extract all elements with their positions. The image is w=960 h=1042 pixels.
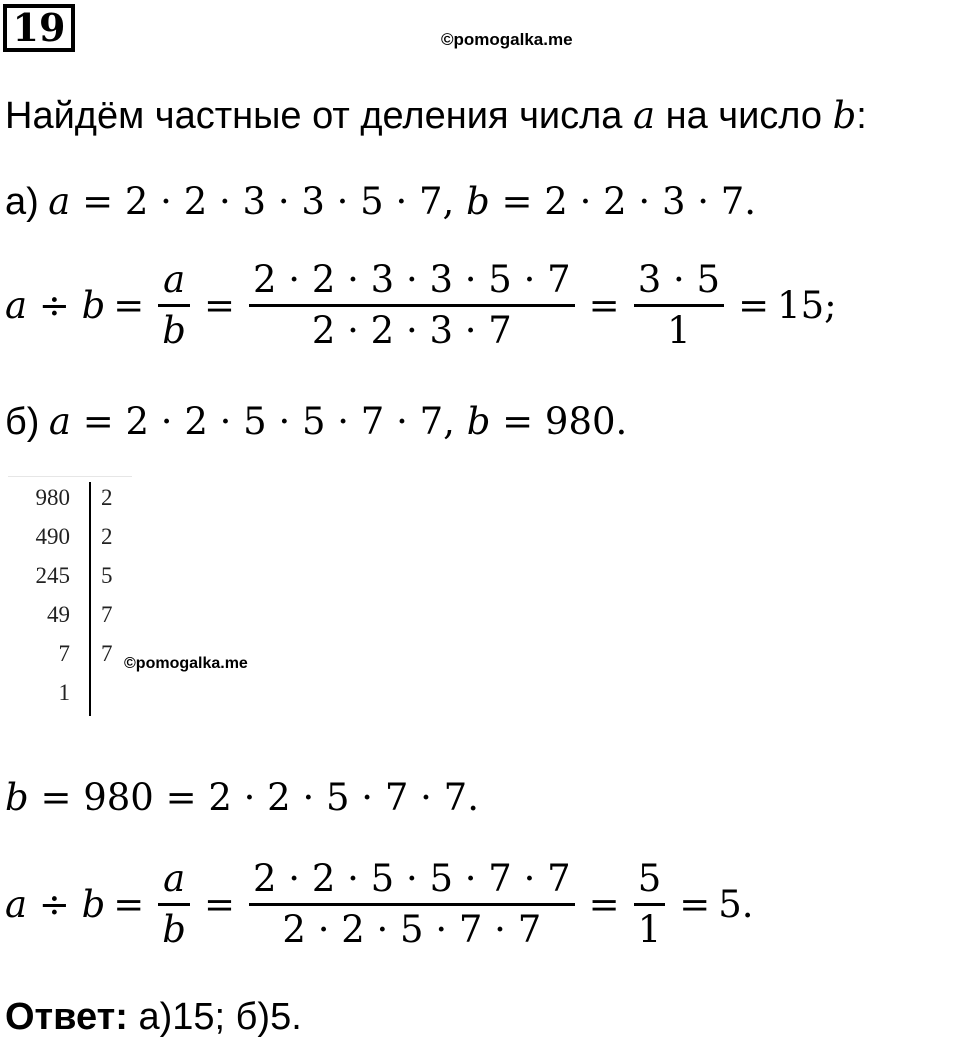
fraction-numerator: 2 · 2 · 3 · 3 · 5 · 7 bbox=[253, 258, 571, 301]
factor-dividend: 245 bbox=[35, 562, 70, 588]
factor-row bbox=[8, 517, 131, 556]
part-a-var-b: b bbox=[466, 180, 490, 223]
equals-sign: = bbox=[679, 883, 711, 926]
factor-table-top-border bbox=[8, 476, 132, 477]
factor-row bbox=[8, 595, 131, 634]
watermark-middle: ©pomogalka.me bbox=[124, 655, 248, 672]
part-b-fraction-factors bbox=[249, 855, 575, 954]
factor-divisor: 2 bbox=[101, 523, 113, 549]
part-a-eq-lhs: a ÷ b bbox=[5, 284, 106, 327]
fraction-numerator: 5 bbox=[637, 857, 662, 900]
part-b-result: 5. bbox=[718, 883, 754, 926]
part-b-definition bbox=[5, 400, 627, 444]
factor-row bbox=[8, 478, 131, 517]
part-b-fraction-ab bbox=[158, 855, 190, 954]
part-b-b-expansion bbox=[5, 776, 479, 820]
task-number: 19 bbox=[3, 4, 75, 52]
intro-colon: : bbox=[856, 95, 867, 137]
intro-var-b: b bbox=[832, 94, 857, 137]
answer-line bbox=[5, 995, 302, 1039]
part-a-equation bbox=[5, 256, 837, 355]
intro-text-2: на число bbox=[655, 95, 833, 137]
factor-dividend: 980 bbox=[35, 484, 70, 510]
answer-label: Ответ: bbox=[5, 996, 128, 1038]
part-a-definition bbox=[5, 180, 756, 224]
factor-dividend: 49 bbox=[47, 601, 70, 627]
equals-sign: = bbox=[203, 883, 235, 926]
watermark-top: ©pomogalka.me bbox=[441, 30, 573, 49]
equals-sign: = bbox=[588, 284, 620, 327]
part-a-a-value: = 2 · 2 · 3 · 3 · 5 · 7, bbox=[70, 180, 467, 223]
factor-row bbox=[8, 556, 131, 595]
part-b-a-value: = 2 · 2 · 5 · 5 · 7 · 7, bbox=[70, 400, 467, 443]
fraction-numerator: 3 · 5 bbox=[637, 258, 721, 301]
fraction-denominator: 1 bbox=[667, 309, 691, 352]
factor-row bbox=[8, 634, 131, 673]
part-b-b-value: = 980. bbox=[490, 400, 628, 443]
part-a-fraction-ab bbox=[158, 256, 190, 355]
equals-sign: = bbox=[588, 883, 620, 926]
part-b-label: б) bbox=[5, 401, 40, 443]
part-a-fraction-reduced bbox=[634, 256, 724, 355]
factor-row bbox=[8, 673, 131, 712]
factor-dividend: 490 bbox=[35, 523, 70, 549]
factor-divisor: 7 bbox=[101, 601, 113, 627]
part-b-var-a: a bbox=[48, 400, 71, 443]
part-b-var-b: b bbox=[466, 400, 491, 443]
fraction-denominator: 2 · 2 · 5 · 7 · 7 bbox=[282, 908, 542, 951]
part-a-fraction-factors bbox=[249, 256, 575, 355]
part-a-b-value: = 2 · 2 · 3 · 7. bbox=[489, 180, 757, 223]
fraction-numerator: a bbox=[163, 258, 186, 301]
intro-text-1: Найдём частные от деления числа bbox=[5, 95, 633, 137]
part-b-expand-var-b: b bbox=[5, 776, 29, 819]
fraction-numerator: a bbox=[163, 857, 186, 900]
fraction-denominator: b bbox=[162, 908, 186, 951]
answer-value: а)15; б)5. bbox=[127, 996, 302, 1038]
fraction-denominator: b bbox=[162, 309, 186, 352]
part-b-fraction-reduced bbox=[634, 855, 666, 954]
factor-dividend: 7 bbox=[58, 640, 70, 666]
fraction-denominator: 1 bbox=[637, 908, 662, 951]
factor-dividend: 1 bbox=[58, 679, 70, 705]
fraction-numerator: 2 · 2 · 5 · 5 · 7 · 7 bbox=[253, 857, 571, 900]
part-b-equation bbox=[5, 855, 754, 954]
equals-sign: = bbox=[738, 284, 770, 327]
equals-sign: = bbox=[203, 284, 235, 327]
equals-sign: = bbox=[113, 883, 145, 926]
intro-line bbox=[5, 94, 867, 138]
part-b-eq-lhs: a ÷ b bbox=[5, 883, 106, 926]
fraction-denominator: 2 · 2 · 3 · 7 bbox=[311, 309, 512, 352]
part-b-expand-value: = 980 = 2 · 2 · 5 · 7 · 7. bbox=[28, 776, 479, 819]
part-a-var-a: a bbox=[48, 180, 71, 223]
part-a-label: а) bbox=[5, 181, 39, 223]
factor-divisor: 7 bbox=[101, 640, 113, 666]
equals-sign: = bbox=[113, 284, 145, 327]
factorization-table bbox=[8, 478, 131, 712]
factor-divisor: 5 bbox=[101, 562, 113, 588]
part-a-result: 15; bbox=[777, 284, 837, 327]
factor-divisor: 2 bbox=[101, 484, 113, 510]
intro-var-a: a bbox=[632, 94, 656, 137]
